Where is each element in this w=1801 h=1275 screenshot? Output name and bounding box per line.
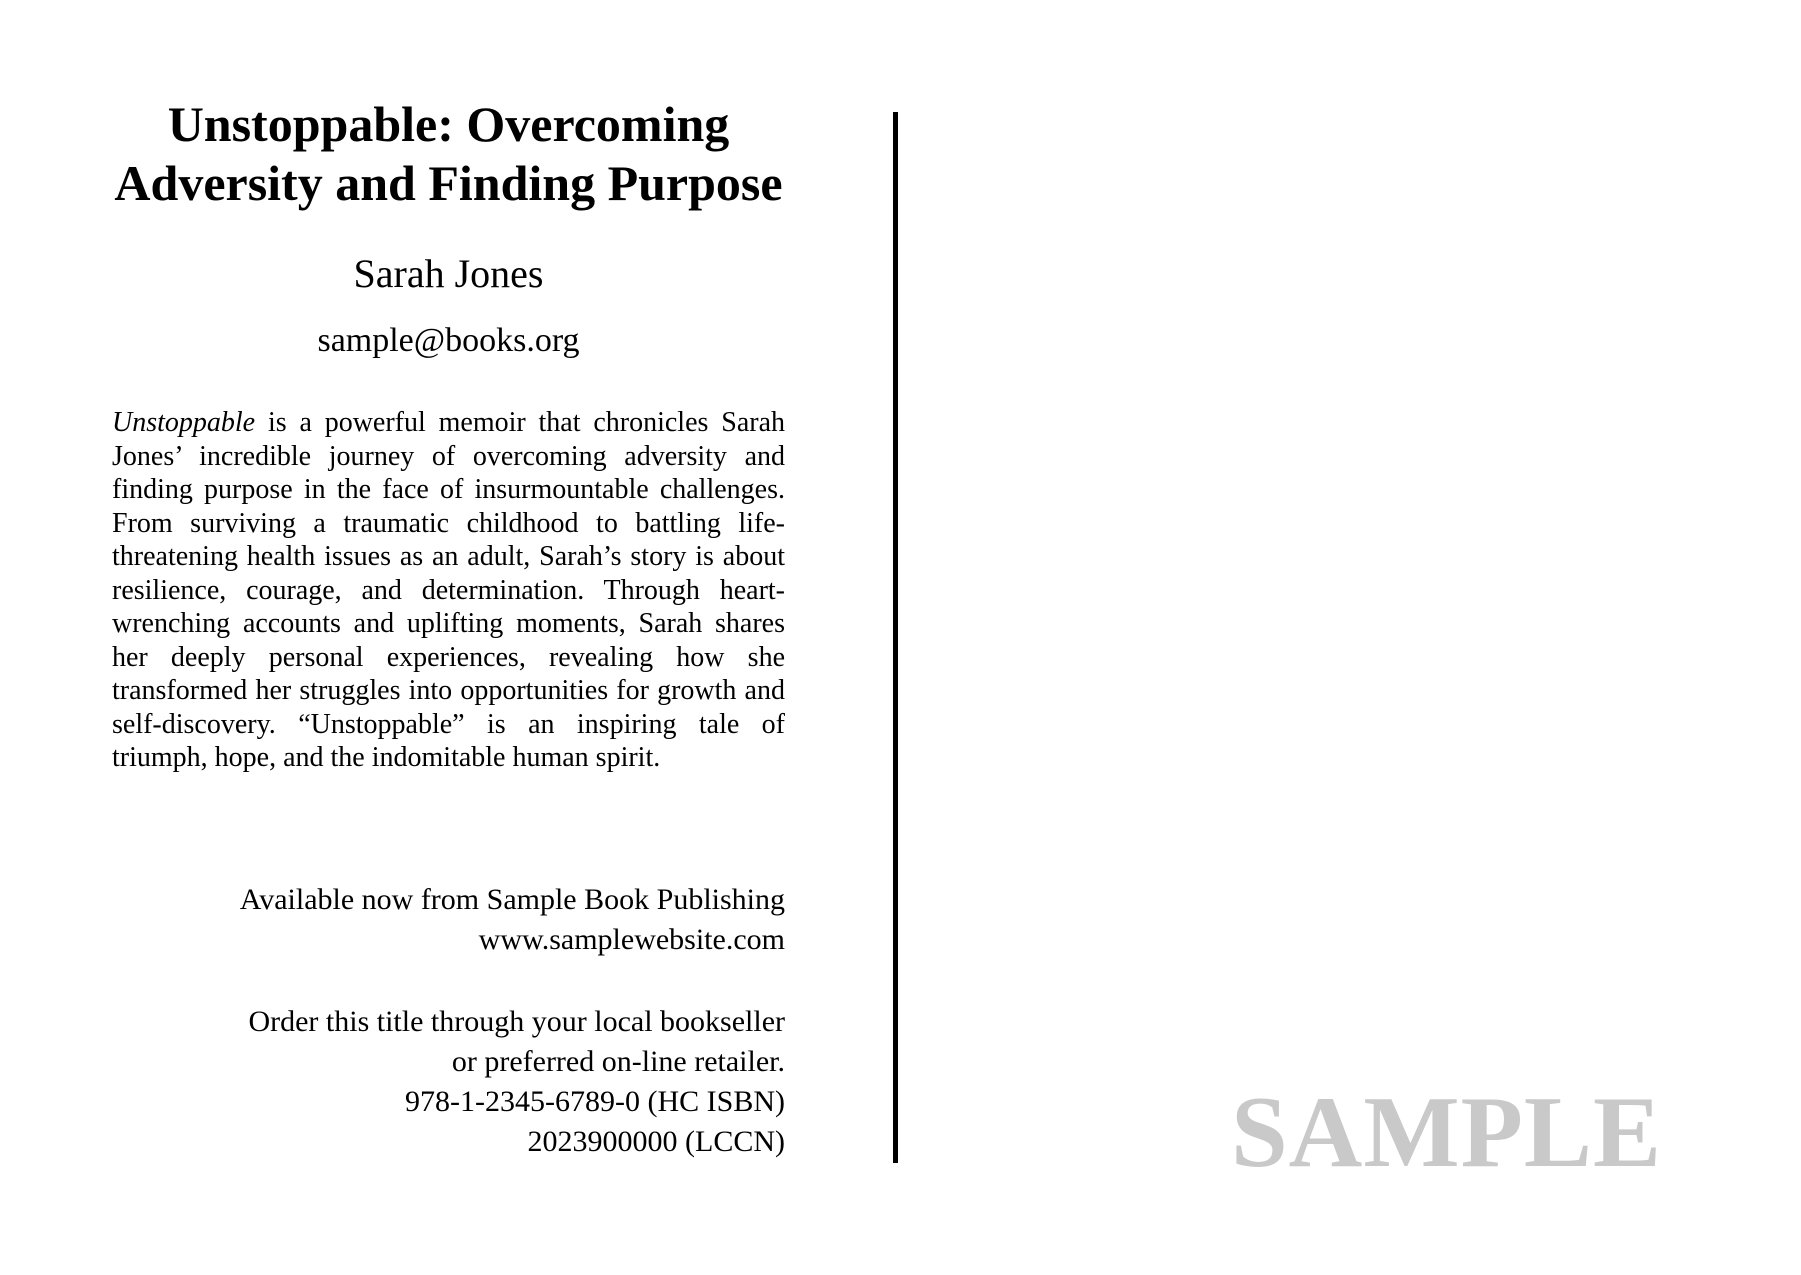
lccn-line: 2023900000 (LCCN)	[527, 1125, 785, 1158]
availability-block	[112, 880, 785, 960]
sample-watermark: SAMPLE	[1230, 1076, 1662, 1189]
book-description	[112, 406, 785, 775]
isbn-line: 978-1-2345-6789-0 (HC ISBN)	[405, 1085, 785, 1118]
order-instructions-line2: or preferred on-line retailer.	[451, 1045, 785, 1078]
author-email: sample@books.org	[317, 322, 580, 359]
publisher-website: www.samplewebsite.com	[478, 923, 785, 956]
book-description-lead: Unstoppable	[112, 407, 256, 438]
book-info-column	[112, 0, 785, 1275]
order-instructions-line1: Order this title through your local bookseller	[248, 1005, 785, 1038]
author-name: Sarah Jones	[353, 251, 544, 296]
availability-line: Available now from Sample Book Publishing	[239, 883, 785, 916]
book-title: Unstoppable: Overcoming Adversity and Finding Purpose	[114, 96, 783, 211]
order-info-block	[112, 1002, 785, 1162]
vertical-divider-rule	[893, 112, 898, 1163]
book-description-body: is a powerful memoir that chronicles Sarah Jones’ incredible journey of overcoming adversity and finding purpose in the face of insurmountable challenges. From surviving a traumatic childhood to battling life-threatening health issues as an adult, Sarah’s story is about resilience, courage, and determination. Through heart-wrenching accounts and uplifting moments, Sarah shares her deeply personal experiences, revealing how she transformed her struggles into opportunities for growth and self-discovery. “Unstoppable” is an inspiring tale of triumph, hope, and the indomitable human spirit.	[112, 407, 785, 773]
